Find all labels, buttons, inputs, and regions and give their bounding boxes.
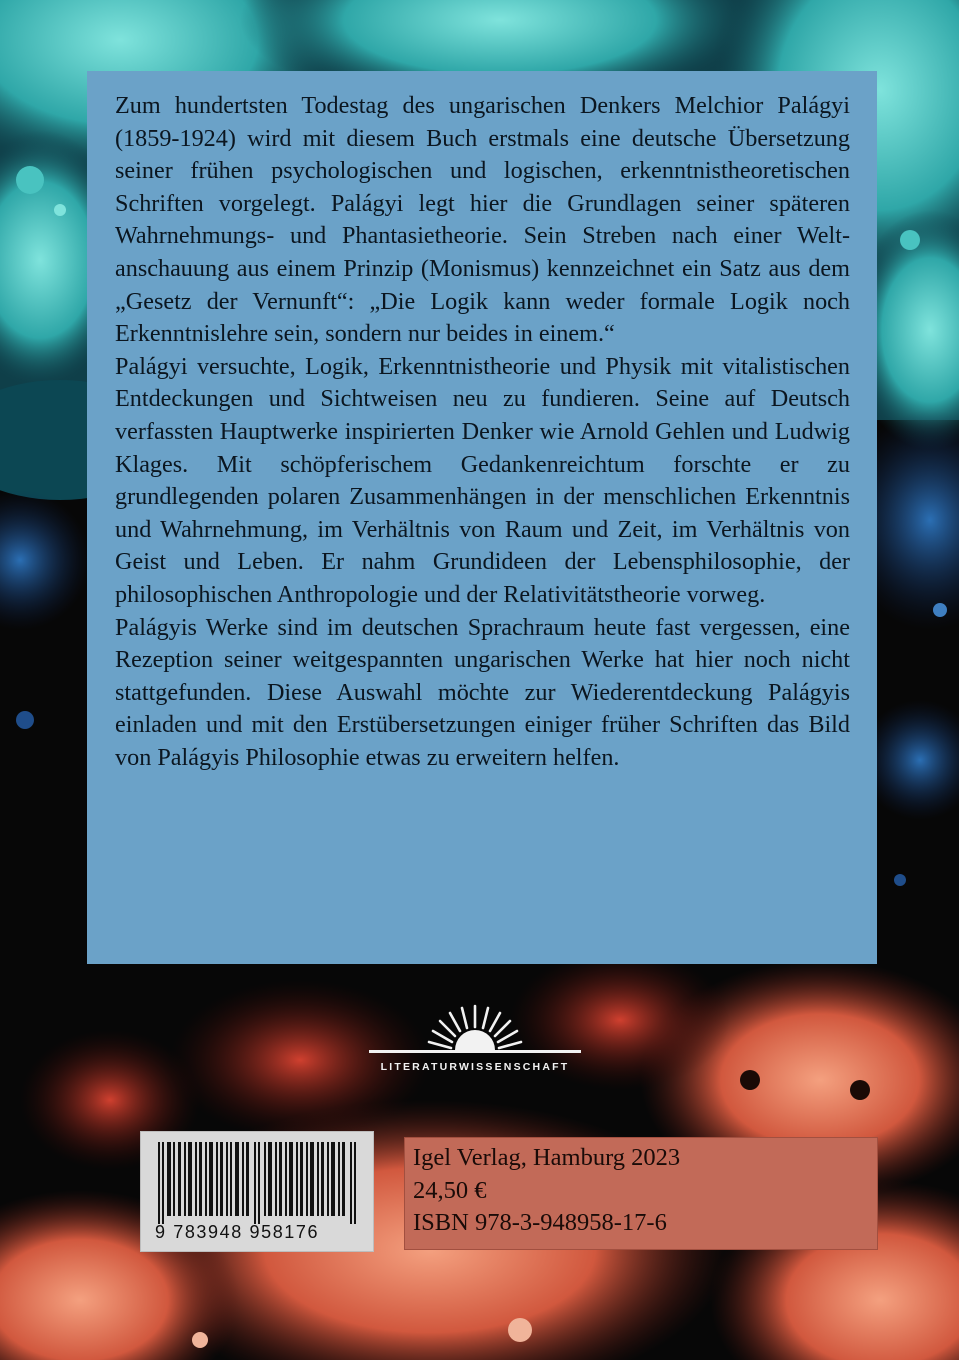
blurb-paragraph-3: Palágyis Werke sind im deutschen Sprachraum heute fast vergessen, eine Rezeption seiner weitgespannten ungarischen Werke hat hier noch nicht stattgefunden. Diese Auswahl möchte zur Wiederentdeckung Palágyis einladen und mit den Erstübersetzungen einiger früher Schriften das Bild von Palágyis Philosophie etwas zu erweitern helfen. [115, 613, 850, 771]
barcode-icon [158, 1142, 358, 1224]
blurb-panel [87, 71, 877, 964]
publisher-line: Igel Verlag, Hamburg 2023 [413, 1144, 681, 1171]
price: 24,50 € [413, 1176, 487, 1204]
blurb-paragraph-2: Palágyi versuchte, Logik, Erkenntnistheorie und Physik mit vitalistischen Entdeckungen und Sichtweisen neu zu fundieren. Seine auf Deutsch verfassten Hauptwerke inspirierten Denker wie Arnold Gehlen und Ludwig Klages. Mit schöpferischem Gedankenreichtum forschte er zu grundlegenden polaren Zusammenhängen in der menschlichen Erkenntnis und Wahrnehmung, im Verhältnis von Raum und Zeit, im Verhältnis von Geist und Leben. Er nahm Grundideen der Lebensphilosophie, der philosophischen Anthropologie und der Relativitätstheorie vorweg. [115, 352, 850, 608]
barcode-digits: 9 783948 958176 [155, 1222, 320, 1242]
publisher-panel [404, 1137, 878, 1250]
blurb-paragraph-1: Zum hundertsten Todestag des ungarischen Denkers Melchior Palágyi (1859-1924) wird mit diesem Buch erstmals eine deutsche Übersetzung seiner frühen psychologischen und logischen, erkenntnistheoretischen Schriften vorgelegt. Palágyi legt hier die Grundlagen seiner späteren Wahrnehmungs- und Phantasietheorie. Sein Streben nach einer Weltanschauung aus einem Prinzip (Monismus) kennzeichnet ein Satz aus dem „Gesetz der Vernunft“: „Die Logik kann weder formale Logik noch Erkenntnislehre sein, sondern nur beides in einem.“ [115, 92, 850, 348]
rising-sun-icon [369, 1000, 581, 1058]
barcode-box [140, 1131, 374, 1252]
isbn: ISBN 978-3-948958-17-6 [413, 1209, 667, 1236]
series-logo-text: LITERATURWISSENSCHAFT [380, 1061, 570, 1073]
series-logo [369, 1000, 581, 1080]
